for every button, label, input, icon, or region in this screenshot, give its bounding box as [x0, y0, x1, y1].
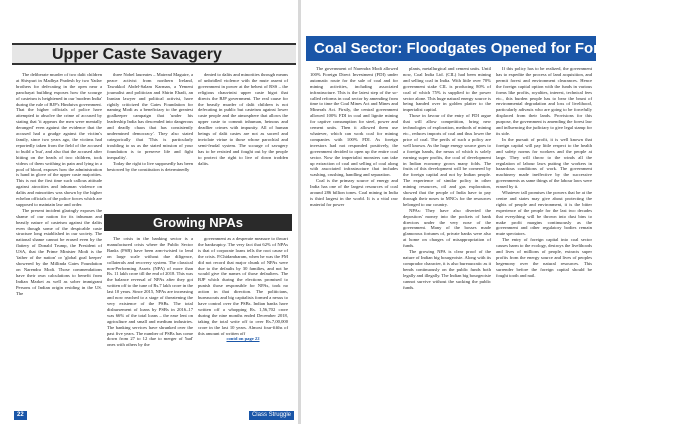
right-title-bar [306, 36, 684, 61]
paragraph: Coal is the primary source of energy and India has one of the largest resources of coal around 286 billion tones. Coal mining in India is third largest in the world. It is a vital raw material for power [310, 178, 398, 207]
right-column-1 [310, 66, 398, 410]
left-page [0, 0, 300, 424]
paragraph: NPAs: They have also diverted the depositors' money into the pockets of bank directors under the very nose of the government. Many of the bosses made glamorous fortunes of, private banks were also at home on charges of misappropriation of funds. [403, 207, 491, 249]
right-page-title: Coal Sector: Floodgates Opened for Foreign Capital [314, 40, 684, 57]
left-column-3 [198, 72, 288, 216]
paragraph: The deliberate murder of two dalit children at Shivpuri in Madhya Pradesh by two Yadav brothers for defecating in the open near a panchayat building exposes how the scourge of casteism is heightened in our 'modern India' during the rule of BJP's Hindutva government. That the higher officials of police have attempted to absolve the crime of accused by stating that 'it appears the men were mentally deranged' even against the evidence that the accused had a grudge against the victim's family, since two years ago, the victims had reportedly taken from the field of the accused to build a 'hut', and also that the accused after hitting on the heads of two children, took videos of them writhing in pain and lying in a pool of blood, exposes how the administration is hand in glove of the upper caste majorities. This is not the first time such callous attitude against atrocities and inhuman violence on dalits and minorities was shown by the higher echelon officials of the police forces which are supposed to maintain law and order. [16, 72, 103, 207]
right-column-3 [496, 66, 592, 410]
left-column-1 [16, 72, 102, 410]
left-footer [14, 411, 298, 421]
continued-link[interactable]: contd on page 22 [226, 336, 260, 342]
right-page [300, 0, 684, 424]
paragraph: Today the right to live supposedly has been bestowed by the constitution is determinedly [107, 160, 193, 172]
paragraph: Whatever tall promises the powers that be at the centre and states may give about protecting the rights of people and environment, it is the bitter experience of the people for the last two decades that everything will be thrown into dust bins to make profit margins continuously as the government and other regulatory bodies remain mute spectators. [496, 190, 592, 237]
paragraph: The present incident glaringly exposes the shame of our nation for its inhuman and beastly nature of casteism against the dalits even though some of the despicable caste structure long established in our society. The national shame cannot be erased even by the flattery of Donald Trump, the President of USA, that the Prime Minister Modi is the 'father of the nation' or 'global goal keeper' showered by the Millinda Gates Foundation on Narendra Modi. Those commendations have their own calculations to benefit from Indian Market as well as sober immigrant Persons of Indian origin residing in the US. The [16, 207, 102, 296]
paragraph: If this policy has to be realized, the government has to expedite the process of land acquisition, and permit forest and environment clearances. Hence the foreign capital option with the funds in various forms like profits, royalties, interest, technical fees etc., this burden people has to bear the brunt of environmental degradation and loss of livelihood, particularly adivasis who are going to be forcefully displaced from their lands. Provisions for this purpose, the government is amending the forest law and influencing the judiciary to give legal stamp for its side. [496, 66, 592, 136]
left-column-2 [107, 72, 193, 216]
left-title-bar [12, 43, 296, 65]
paragraph: The government of Narendra Modi allowed 100% Foreign Direct Investment (FDI) under automatic route for the sale of coal and for mining activities, including associated infrastructure. This is the latest step of the so-called reforms in coal sector by amending from time to time the Coal Mines Act and Mines and Minerals Act. Firstly, the central government allowed 100% FDI in coal and lignite mining for captive consumption for steel, power and cement units. Then it allowed them use whatever, which can work coal for mining companies with 100% FDI. As foreign investors had not responded positively, the government decided to open up the entire coal sector. Now the imperialist monsters can take up extraction of coal and selling of coal along with associated infrastructure that includes washing, crushing, handling and separation. [310, 66, 398, 178]
paragraph: The growing NPA is clear proof of the nature of Indian big bourgeoisie. Along with its comprador character, it is also bureaucratic as it bends continuously on the public funds both legally and illegally. The Indian big bourgeoisie cannot survive without the sucking the public funds. [403, 249, 491, 290]
npa-section-header [104, 214, 292, 231]
paragraph: Those in favour of the entry of FDI argue that will allow competition, bring new technologies of exploration, methods of mining etc., reduces imports of coal and thus lower the price of coal. The perils of such a policy are well known. As the huge energy source goes to a foreign hands, the nexus of which is solely earning super profits, the coal of development in Indian economy grows many folds. The fruits of this development will be cornered by the foreign capital and not by Indian people. The experience of similar policy in other mining resources, oil and gas exploration, showed that the people of India have to pay through their noses to MNCs for the resources belonged to our country. [403, 113, 491, 207]
paragraph: denied to dalits and minorities through means of unbridled violence with the mute assent of government in power at the behest of RSS – the religious chauvinist upper caste bigot that directs the BJP government. The real cause for the beastly murder of dalit children is not defecating in public but casteism against lower caste people and the atmosphere that allows the upper caste to commit inhuman, heinous and deadlier crimes with impunity. All of human beings of dalit castes are not as sacred and inviolate virtue to those whose parochial and semi-feudal system. The scourge of savagery has to be resisted and fought out by the people to protect the right to live of down trodden dalits. [198, 72, 288, 166]
right-column-2 [403, 66, 491, 410]
paragraph: plants, metallurgical and cement units. Until now, Coal India Ltd. (CIL) had been mining and selling coal in India. With little over 70% government stake CIL is producing 80% of coal of which 75% is supplied to the power sector alone. This huge natural energy source is being handed over in golden platter to the imperialist capital. [403, 66, 491, 113]
page-number-badge: 22 [14, 411, 27, 420]
left-page-title: Upper Caste Savagery [52, 46, 222, 63]
paragraph: In the pursuit of profit, it is well known that foreign capital will pay little respect to the health and safety norms for workers and the people at large. They will throw to the winds all the regulation of labour laws putting the workers in hazardous conditions of work. The government machinery made ineffective by the successive governments as same things of the labour laws were erased by it. [496, 136, 592, 190]
paragraph: The crisis in the banking sector is a manufactured crisis where the Public Sector Banks (PSB) have been arm-twisted to lend on large scale without due diligence, collaterals and recovery system. The classical non-Performing Assets (NPA) of more than Rs. 11 lakh crore till the end of 2018. This was the balance reversal of NPAs after they got written off to the tune of Rs.7 lakh crore in the last 10 years. Since 2015, NPAs are increasing and now reached to a stage of threatening the very existence of the PSBs. The total disbursement of loans by PSBs in 2016–17 was 66% of the total loans – the ease lent on agriculture and small and medium industries. The banking services have shrunked over the past five years. The number of PSBs has come down from 27 to 12 due to merger of 'bad' ones with others by the [107, 236, 193, 348]
paragraph: three Nobel laureates – Mairead Maguire, a peace activist from northern Ireland, Tawakkol Abdel-Salam Karman, a Yemeni journalist and politician and Shirin Ebadi, an Iranian lawyer and political activist, have rightly criticized the Gates Foundation for naming Modi as a beneficiary to the greatest goalkeeper campaign that 'under his leadership India has descended into dangerous and deadly chaos that has consistently undermined democracy'. They also stated categorically that 'This is particularly troubling to us as the stated mission of your foundation is to preserve life and fight inequality'. [107, 72, 193, 160]
npa-title: Growing NPAs [152, 215, 244, 230]
paragraph: The entry of foreign capital into coal sector causes harm to the ecology, destroys the livelihoods and lives of millions of people, extracts super profits from the energy source and lives of peoples hegemony over the natural resources. This surrender before the foreign capital should be fought tooth and nail. [496, 237, 592, 278]
npa-column-2 [198, 236, 288, 410]
paragraph: government as a desperate measure to thwart the bankruptcy. The very fact that 62% of NPAs is that of corporate loans tells the root cause of the crisis. P.Chidambaram, when he was the FM did not record that major chunk of NPAs were due to the defaults by 30 families, and not he would give the names of those defaulters. The BJP which during the elections promised to punish those responsible for NPAs, took no action in that direction. The politicians, bureaucrats and big capitalists formed a nexus to have control over the PSBs. Indian banks have written off a whopping Rs. 1,56,702 crore during the nine months ended December 2018, taking the total write off to over Rs.7,00,000 crore in the last 10 years. Almost four-fifths of this amount of written off [198, 236, 288, 336]
magazine-name-badge: Class Struggle [249, 411, 294, 420]
npa-column-1 [107, 236, 193, 410]
